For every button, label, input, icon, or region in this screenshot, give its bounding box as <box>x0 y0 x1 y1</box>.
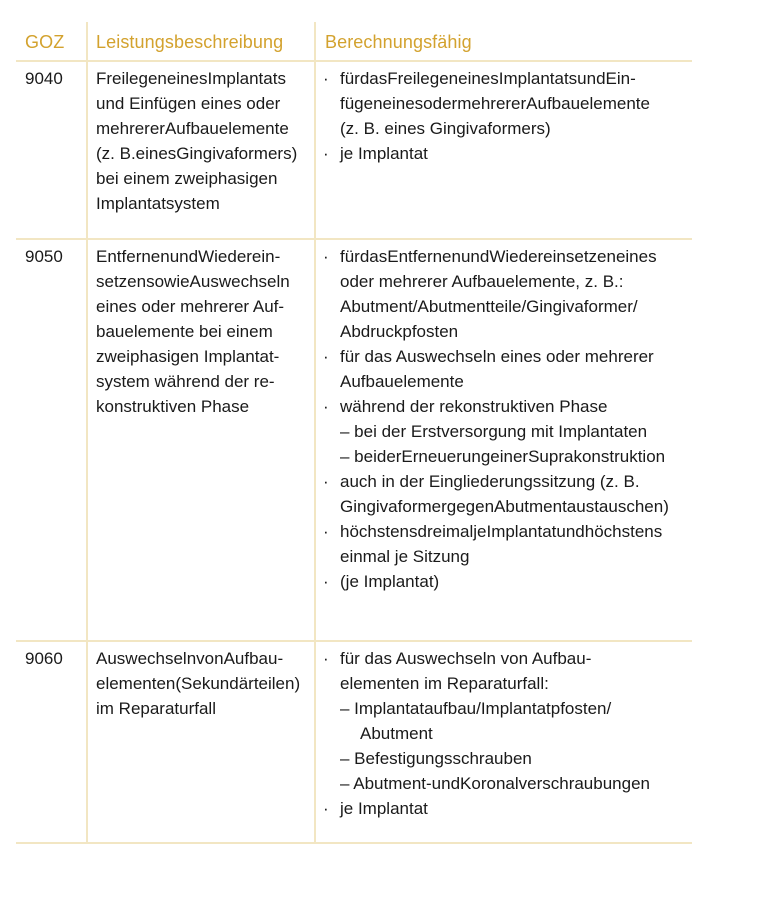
billing-line: – bei der Erstversorgung mit Implantaten <box>340 422 648 441</box>
description-line: Implantatsystem <box>96 194 220 213</box>
description-line: mehrererAufbauelemente <box>96 119 289 138</box>
billing-criteria <box>322 244 702 594</box>
billing-line: – Abutment-undKoronalverschraubungen <box>340 774 650 793</box>
billing-bullet: · auch in der Eingliederungssitzung (z. B. <box>322 469 702 494</box>
billing-criteria <box>322 646 702 821</box>
description-line: EntfernenundWiederein- <box>96 247 281 266</box>
billing-line: einmal je Sitzung <box>340 547 470 566</box>
goz-table <box>16 22 692 844</box>
billing-bullet: · höchstensdreimaljeImplantatundhöchstens <box>322 519 702 544</box>
column-divider <box>86 240 88 640</box>
table-row <box>16 62 692 240</box>
billing-criteria <box>322 66 702 166</box>
description-line: FreilegeneinesImplantats <box>96 69 286 88</box>
column-divider <box>86 62 88 238</box>
goz-code: 9050 <box>25 247 63 266</box>
description-line: setzensowieAuswechseln <box>96 272 290 291</box>
billing-line: Abdruckpfosten <box>340 322 459 341</box>
service-description <box>96 66 311 216</box>
table-row <box>16 240 692 642</box>
description-line: bei einem zweiphasigen <box>96 169 278 188</box>
description-line: AuswechselnvonAufbau- <box>96 649 284 668</box>
billing-bullet: · je Implantat <box>322 796 702 821</box>
service-description <box>96 244 311 419</box>
billing-line: Aufbauelemente <box>340 372 464 391</box>
description-line: und Einfügen eines oder <box>96 94 281 113</box>
service-description <box>96 646 311 721</box>
billing-line: elementen im Reparaturfall: <box>340 674 549 693</box>
table-header <box>16 22 692 62</box>
billing-bullet: · fürdasEntfernenundWiedereinsetzeneines <box>322 244 702 269</box>
column-divider <box>86 22 88 60</box>
billing-line: GingivaformergegenAbutmentaustauschen) <box>340 497 669 516</box>
column-divider <box>86 642 88 842</box>
goz-code: 9060 <box>25 649 63 668</box>
billing-line: – Implantataufbau/Implantatpfosten/ <box>340 699 612 718</box>
description-line: konstruktiven Phase <box>96 397 250 416</box>
table-row <box>16 642 692 844</box>
billing-bullet: · (je Implantat) <box>322 569 702 594</box>
header-description: Leistungsbeschreibung <box>96 32 284 52</box>
description-line: bauelemente bei einem <box>96 322 273 341</box>
column-divider <box>314 22 316 60</box>
billing-line: (z. B. eines Gingivaformers) <box>340 119 551 138</box>
description-line: zweiphasigen Implantat- <box>96 347 280 366</box>
header-goz: GOZ <box>25 32 65 52</box>
description-line: (z. B.einesGingivaformers) <box>96 144 298 163</box>
billing-bullet: · während der rekonstruktiven Phase <box>322 394 702 419</box>
goz-code: 9040 <box>25 69 63 88</box>
billing-bullet: · für das Auswechseln eines oder mehrerer <box>322 344 702 369</box>
column-divider <box>314 240 316 640</box>
description-line: im Reparaturfall <box>96 699 216 718</box>
column-divider <box>314 642 316 842</box>
billing-line: – Befestigungsschrauben <box>340 749 532 768</box>
column-divider <box>314 62 316 238</box>
billing-line: – beiderErneuerungeinerSuprakonstruktion <box>340 447 666 466</box>
billing-line: Abutment/Abutmentteile/Gingivaformer/ <box>340 297 638 316</box>
header-billing: Berechnungsfähig <box>325 32 472 52</box>
description-line: elementen(Sekundärteilen) <box>96 674 301 693</box>
billing-line: oder mehrerer Aufbauelemente, z. B.: <box>340 272 624 291</box>
billing-bullet: · für das Auswechseln von Aufbau- <box>322 646 702 671</box>
description-line: system während der re- <box>96 372 275 391</box>
billing-line: Abutment <box>360 724 433 743</box>
billing-bullet: · fürdasFreilegeneinesImplantatsundEin- <box>322 66 702 91</box>
billing-bullet: · je Implantat <box>322 141 702 166</box>
billing-line: fügeneinesodermehrererAufbauelemente <box>340 94 650 113</box>
description-line: eines oder mehrerer Auf- <box>96 297 285 316</box>
